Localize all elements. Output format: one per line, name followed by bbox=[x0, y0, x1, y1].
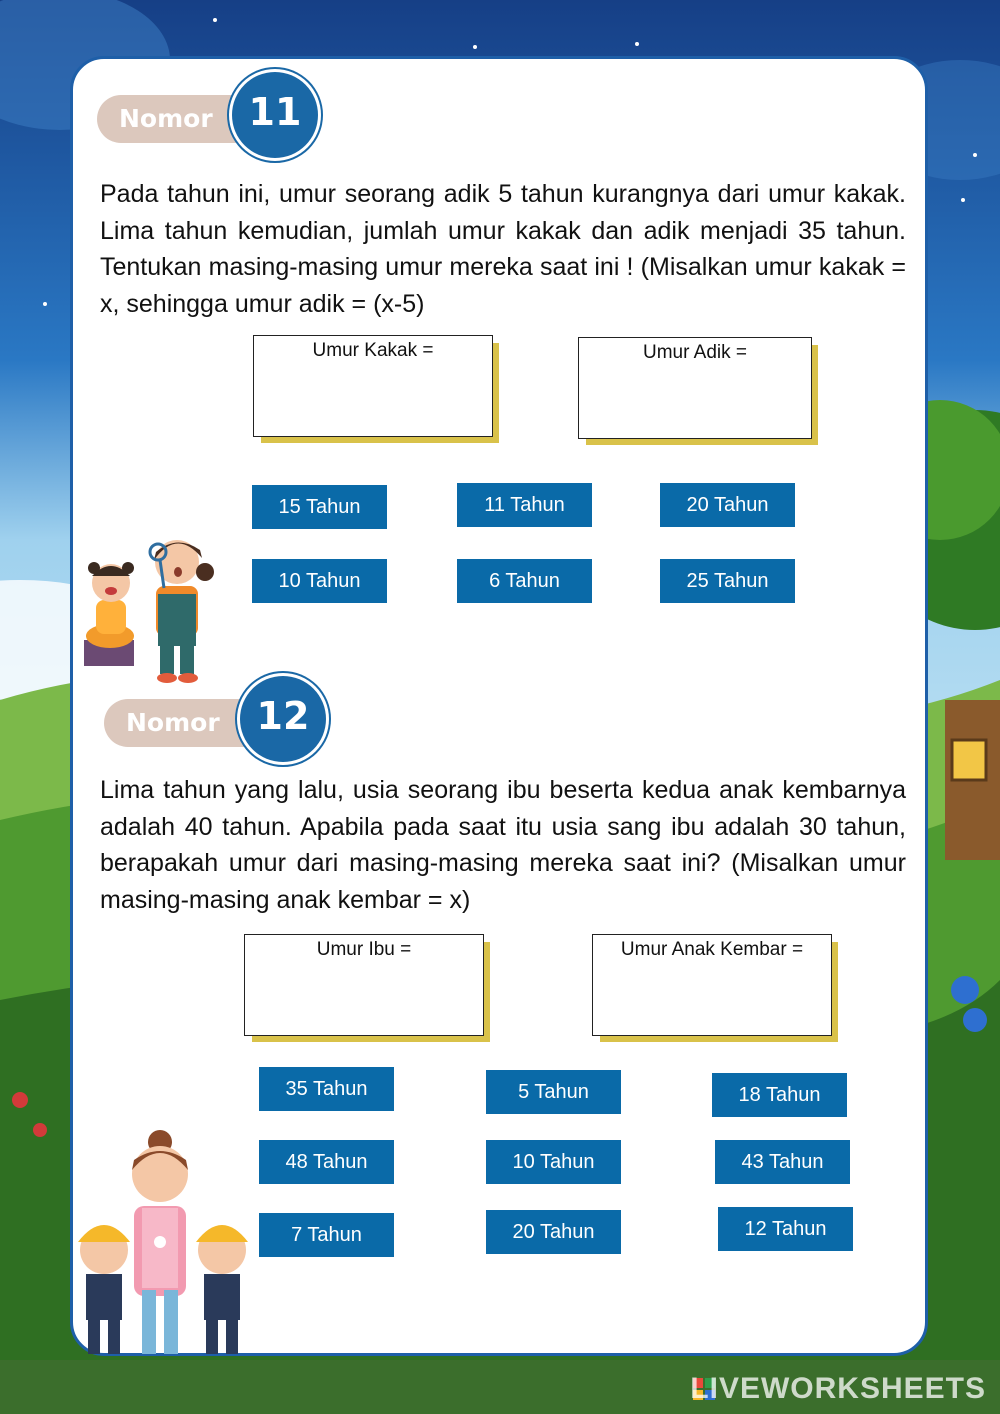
option-chip[interactable]: 20 Tahun bbox=[486, 1210, 621, 1254]
option-chip[interactable]: 11 Tahun bbox=[457, 483, 592, 527]
option-chip[interactable]: 15 Tahun bbox=[252, 485, 387, 529]
drop-box-label: Umur Anak Kembar = bbox=[620, 939, 804, 960]
question-text-12: Lima tahun yang lalu, usia seorang ibu beserta kedua anak kembarnya adalah 40 tahun. Apabila pada saat itu usia sang ibu adalah 30 tahun, berapakah umur dari masing-masing mereka saat ini? (Misalkan umur masing-masing anak kembar = x) bbox=[100, 776, 906, 914]
mother-twins-illustration bbox=[72, 1130, 257, 1362]
option-chip[interactable]: 7 Tahun bbox=[259, 1213, 394, 1257]
nomor-label-12: Nomor bbox=[104, 699, 274, 747]
option-chip[interactable]: 10 Tahun bbox=[252, 559, 387, 603]
nomor-label-11: Nomor bbox=[97, 95, 267, 143]
drop-box-label: Umur Ibu = bbox=[316, 939, 412, 960]
liveworksheets-watermark: LIVEWORKSHEETS bbox=[690, 1372, 986, 1405]
option-chip[interactable]: 35 Tahun bbox=[259, 1067, 394, 1111]
drop-box-umur-adik[interactable] bbox=[578, 337, 812, 439]
option-chip[interactable]: 10 Tahun bbox=[486, 1140, 621, 1184]
option-chip[interactable]: 25 Tahun bbox=[660, 559, 795, 603]
drop-box-umur-ibu[interactable] bbox=[244, 934, 484, 1036]
option-chip[interactable]: 6 Tahun bbox=[457, 559, 592, 603]
question-text-11: Pada tahun ini, umur seorang adik 5 tahun kurangnya dari umur kakak. Lima tahun kemudian, jumlah umur kakak dan adik menjadi 35 tahun. Tentukan masing-masing umur mereka saat ini ! (Misalkan umur kakak = x, sehingga umur adik = (x-5) bbox=[100, 180, 906, 318]
option-chip[interactable]: 20 Tahun bbox=[660, 483, 795, 527]
drop-box-label: Umur Kakak = bbox=[312, 340, 434, 361]
question-number-11: 11 bbox=[232, 72, 318, 158]
question-number-12: 12 bbox=[240, 676, 326, 762]
drop-box-umur-kakak[interactable] bbox=[253, 335, 493, 437]
drop-box-label: Umur Adik = bbox=[642, 342, 747, 363]
option-chip[interactable]: 12 Tahun bbox=[718, 1207, 853, 1251]
option-chip[interactable]: 43 Tahun bbox=[715, 1140, 850, 1184]
option-chip[interactable]: 5 Tahun bbox=[486, 1070, 621, 1114]
option-chip[interactable]: 18 Tahun bbox=[712, 1073, 847, 1117]
option-chip[interactable]: 48 Tahun bbox=[259, 1140, 394, 1184]
drop-box-umur-anak-kembar[interactable] bbox=[592, 934, 832, 1036]
sister-kids-illustration bbox=[82, 528, 217, 688]
